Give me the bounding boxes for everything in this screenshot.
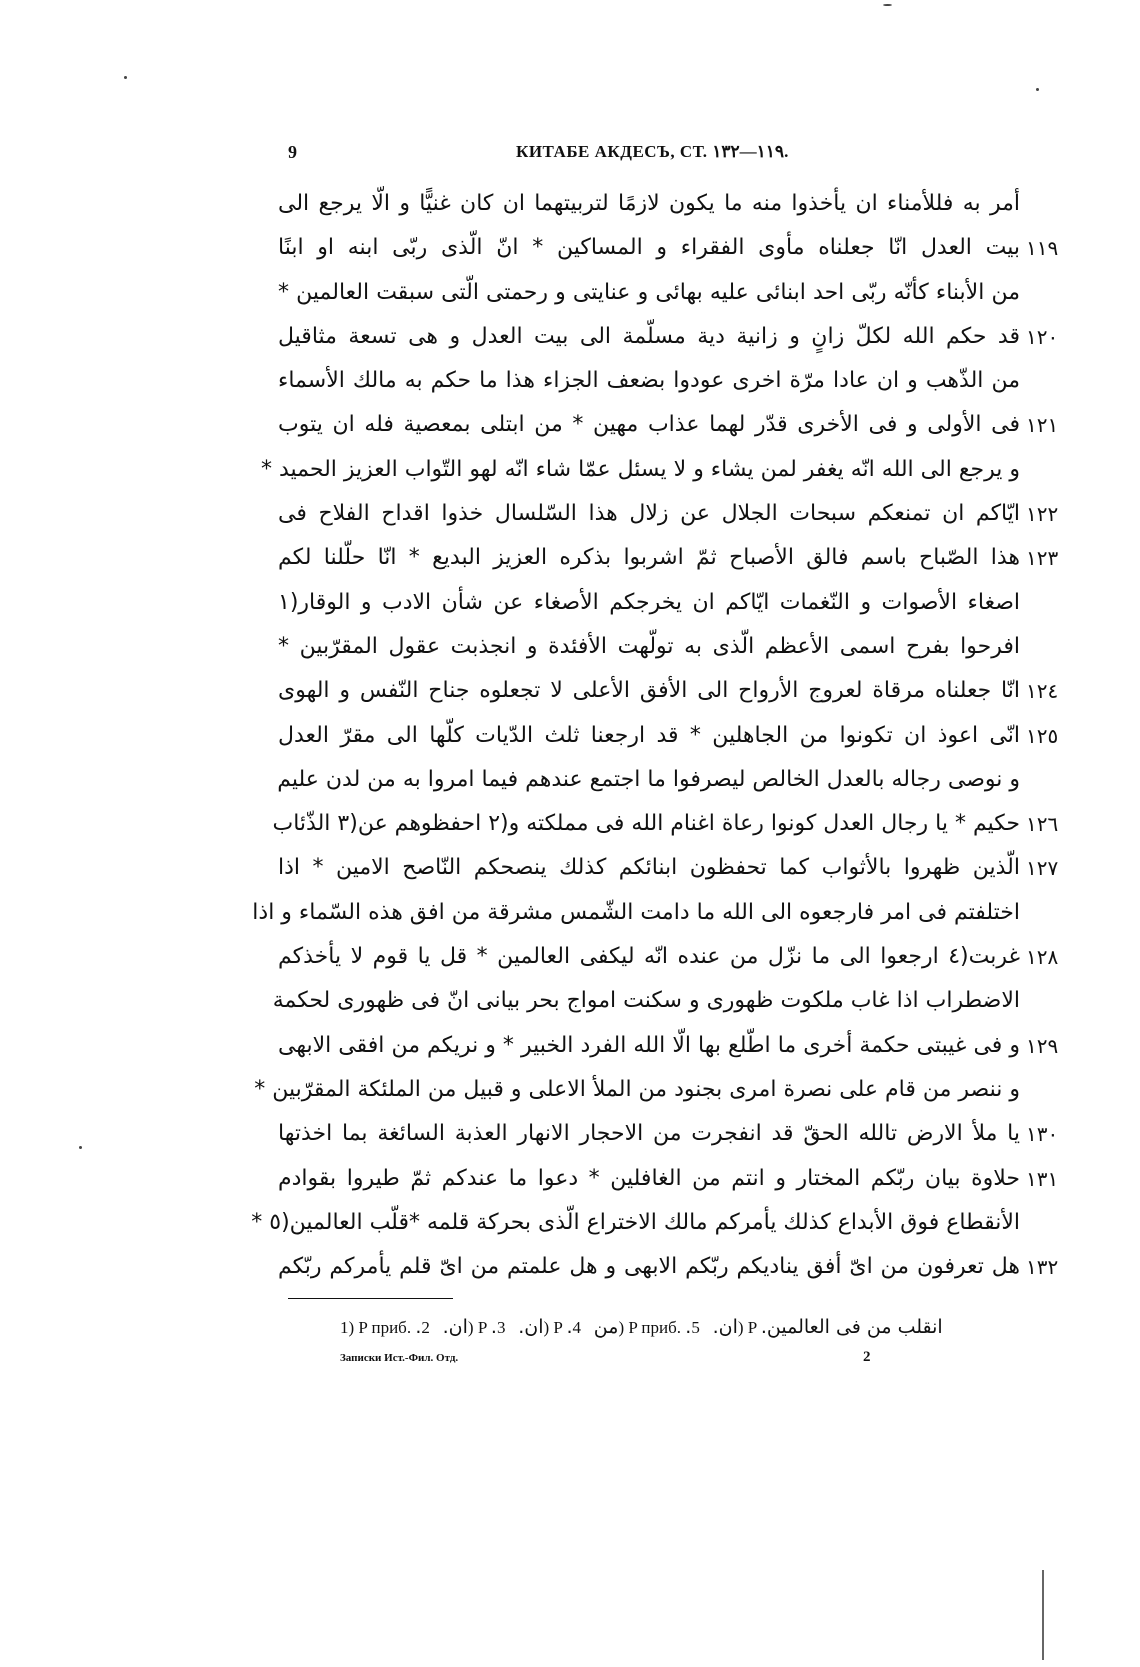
verse-number: ١٢٠ xyxy=(1026,324,1059,349)
verse-number: ١٣٢ xyxy=(1026,1255,1059,1280)
text-line: قد حكم الله لكلّ زانٍ و زانية دية مسلّمة الى بيت العدل و هى تسعة مثاقيل ١٢٠ xyxy=(278,315,1068,359)
footnote-variant: .انقلب من فى العالمين xyxy=(760,1316,943,1338)
text-line: اختلفتم فى امر فارجعوه الى الله ما دامت الشّمس مشرقة من افق هذه السّماء و اذا xyxy=(252,899,1020,925)
verse-number: ١٢٨ xyxy=(1026,945,1059,970)
text-line: هل تعرفون من اىّ أفق يناديكم ربّكم الابهى و هل علمتم من اىّ قلم يأمركم ربّكم ١٣٢ xyxy=(278,1245,1068,1289)
footnote-mark: 2) P xyxy=(421,1318,487,1337)
text-line: غربت(٤ ارجعوا الى ما نزّل من عنده انّه ليكفى العالمين * قل يا قوم لا يأخذكم ١٢٨ xyxy=(278,935,1068,979)
footnote-mark: 3) P xyxy=(496,1318,563,1337)
verse-number: ١٢٦ xyxy=(1026,812,1059,837)
footnote-variant: .من xyxy=(566,1316,619,1338)
journal-signature: Записки Ист.-Фил. Отд. xyxy=(340,1352,459,1364)
text-line: من الذّهب و ان عادا مرّة اخرى عودوا بضعف الجزاء هذا ما حكم به مالك الأسماء xyxy=(278,368,1020,394)
text-line: و نوصى رجاله بالعدل الخالص ليصرفوا ما اجتمع عندهم فيما امروا به من لدن عليم xyxy=(277,766,1020,792)
running-header xyxy=(288,142,808,166)
running-title: КИТАБЕ АКДЕСЪ, СТ. ١١٩—١٣٢. xyxy=(516,142,789,161)
text-line: انّا جعلناه مرقاة لعروج الأرواح الى الأفق الأعلى لا تجعلوه جناح النّفس و الهوى ١٢٤ xyxy=(278,669,1068,713)
verse-number: ١٣١ xyxy=(1026,1166,1059,1191)
footnote-variant: .ان. xyxy=(685,1316,738,1338)
scan-speck xyxy=(79,1146,82,1149)
scan-speck xyxy=(1036,88,1039,91)
text-line: الّذين ظهروا بالأثواب كما تحفظون ابنائكم كذلك ينصحكم النّاصح الامين * اذا ١٢٧ xyxy=(278,846,1068,890)
text-line: افرحوا بفرح اسمى الأعظم الّذى به تولّهت الأفئدة و انجذبت عقول المقرّبين * xyxy=(278,633,1020,659)
main-text xyxy=(251,182,1068,1289)
text-line: ايّاكم ان تمنعكم سبحات الجلال عن زلال هذا السّلسال خذوا اقداح الفلاح فى ١٢٢ xyxy=(278,492,1068,536)
verse-number: ١٢٤ xyxy=(1026,679,1059,704)
text-line: حكيم * يا رجال العدل كونوا رعاة اغنام الله فى مملكته و(٢ احفظوهم عن(٣ الذّئاب ١٢٦ xyxy=(278,802,1068,846)
text-line: اصغاء الأصوات و النّغمات ايّاكم ان يخرجكم الأصغاء عن شأن الادب و الوقار(١ xyxy=(278,589,1020,615)
text-line: الأنقطاع فوق الأبداع كذلك يأمركم مالك الاختراع الّذى بحركة قلمه *قلّب العالمين(٥ * xyxy=(251,1209,1020,1235)
verse-number: ١٢٣ xyxy=(1026,546,1059,571)
text-line: يا ملأ الارض تالله الحقّ قد انفجرت من الاحجار الانهار العذبة السائغة بما اخذتها ١٣٠ xyxy=(278,1112,1068,1156)
verse-number: ١٢٩ xyxy=(1026,1033,1059,1058)
text-line: هذا الصّباح باسم فالق الأصباح ثمّ اشربوا بذكره العزيز البديع * انّا حلّلنا لكم ١٢٣ xyxy=(278,536,1068,580)
signature-line xyxy=(340,1349,900,1370)
verse-number: ١١٩ xyxy=(1026,236,1059,261)
verse-number: ١٢٧ xyxy=(1026,856,1059,881)
page-number: 9 xyxy=(288,142,298,162)
footnote-rule xyxy=(288,1298,453,1299)
footnote-variant: .ان. xyxy=(490,1316,544,1338)
text-line: من الأبناء كأنّه ربّى احد ابنائى عليه بهائى و عنايتى و رحمتى الّتى سبقت العالمين * xyxy=(278,279,1020,305)
signature-number: 2 xyxy=(863,1349,871,1365)
text-line: و فى غيبتى حكمة أخرى ما اطّلع بها الّا الله الفرد الخبير * و نريكم من افقى الابهى ١٢٩ xyxy=(278,1024,1068,1068)
scan-speck xyxy=(124,76,127,79)
verse-number: ١٢١ xyxy=(1026,413,1059,438)
verse-number: ١٢٢ xyxy=(1026,502,1059,527)
text-line: بيت العدل انّا جعلناه مأوى الفقراء و المساكين * انّ الّذى ربّى ابنه او ابنًا ١١٩ xyxy=(278,226,1068,270)
text-line: حلاوة بيان ربّكم المختار و انتم من الغافلين * دعوا ما عندكم ثمّ طيروا بقوادم ١٣١ xyxy=(278,1157,1068,1201)
footnote-mark: 5) P xyxy=(691,1318,757,1337)
text-line: فى الأولى و فى الأخرى قدّر لهما عذاب مهين * من ابتلى بمعصية فله ان يتوب ١٢١ xyxy=(278,403,1068,447)
footnotes xyxy=(340,1316,1060,1338)
scan-speck xyxy=(883,4,892,6)
text-line: الاضطراب اذا غاب ملكوت ظهورى و سكنت امواج بحر بيانى انّ فى ظهورى لحكمة xyxy=(272,988,1020,1014)
verse-number: ١٢٥ xyxy=(1026,723,1059,748)
footnote-variant: .ان. xyxy=(415,1316,468,1338)
text-line: أمر به فللأمناء ان يأخذوا منه ما يكون لازمًا لتربيتهما ان كان غنيًّا و الّا يرجع الى xyxy=(278,191,1020,216)
text-line: و يرجع الى الله انّه يغفر لمن يشاء و لا يسئل عمّا شاء انّه لهو التّواب العزيز الحميد * xyxy=(261,456,1020,482)
scan-speck xyxy=(1042,1570,1044,1660)
text-line: و ننصر من قام على نصرة امرى بجنود من الملأ الاعلى و قبيل من الملئكة المقرّبين * xyxy=(254,1076,1020,1102)
text-line: انّى اعوذ ان تكونوا من الجاهلين * قد ارجعنا ثلث الدّيات كلّها الى مقرّ العدل ١٢٥ xyxy=(278,714,1068,758)
footnote-mark: 1) P приб. xyxy=(340,1318,412,1337)
verse-number: ١٣٠ xyxy=(1026,1122,1059,1147)
footnote-mark: 4) P приб. xyxy=(572,1318,682,1337)
